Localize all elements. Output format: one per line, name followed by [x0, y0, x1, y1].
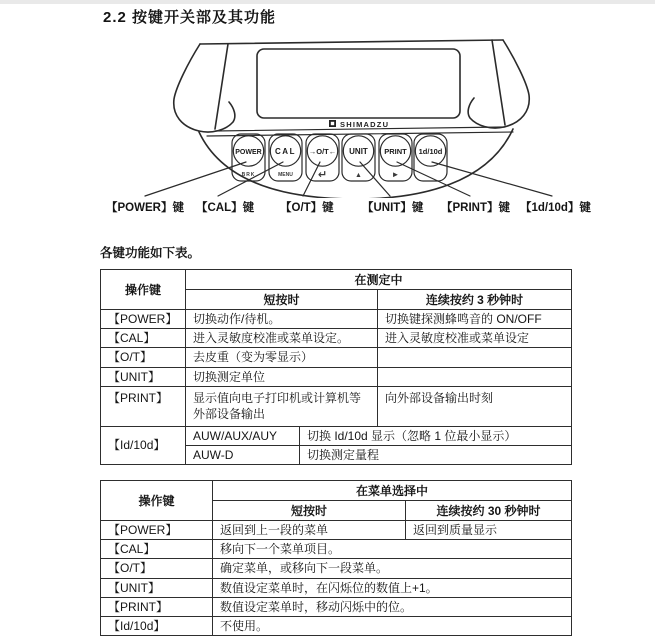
n-header-short: 短按时: [213, 501, 406, 521]
key-tare: [306, 134, 339, 181]
brand-label: SHIMADZU: [340, 120, 390, 129]
m-row-print-long: 向外部设备输出时刻: [378, 386, 572, 426]
caption-1d10d-key: 【1d/10d】键: [520, 202, 591, 214]
n-row-unit-desc: 数值设定菜单时，在闪烁位的数值上+1。: [213, 578, 572, 597]
key-unit-up-icon: ▲: [355, 172, 362, 179]
key-print-right-icon: ►: [391, 170, 400, 179]
key-cal-face: CAL: [275, 147, 296, 156]
intro-text: 各键功能如下表。: [100, 246, 201, 260]
m-header-mode: 在测定中: [186, 270, 572, 290]
n-row-cal-key: 【CAL】: [101, 540, 213, 559]
m-row-power-key: 【POWER】: [101, 310, 186, 329]
n-row-power-key: 【POWER】: [101, 521, 213, 540]
page-top-edge: [0, 0, 655, 4]
table-row: [101, 310, 572, 329]
m-row-print-short: 显示值向电子打印机或计算机等外部设备输出: [186, 386, 378, 426]
caption-print-key: 【PRINT】键: [441, 202, 510, 214]
balance-panel-drawing: [100, 35, 570, 198]
caption-tare-key: 【O/T】键: [280, 202, 334, 214]
key-1d10d-face: 1d/10d: [418, 147, 443, 156]
n-row-power-long: 返回到质量显示: [406, 521, 572, 540]
table-row: [101, 386, 572, 426]
key-power-face: POWER: [235, 149, 262, 156]
housing-right-edge: [492, 40, 505, 125]
n-row-unit-key: 【UNIT】: [101, 578, 213, 597]
table-row: [101, 367, 572, 386]
m-row-cal-short: 进入灵敏度校准或菜单设定。: [186, 329, 378, 348]
section-title: 2.2 按键开关部及其功能: [103, 9, 277, 26]
table-row: [101, 521, 572, 540]
m-row-1d10d-key: 【Id/10d】: [101, 426, 186, 464]
table-row: [101, 540, 572, 559]
m-row-unit-key: 【UNIT】: [101, 367, 186, 386]
m-header-long: 连续按约 3 秒钟时: [378, 290, 572, 310]
m-row-unit-short: 切换测定单位: [186, 367, 378, 386]
table-row: [101, 559, 572, 578]
n-row-print-desc: 数值设定菜单时，移动闪烁中的位。: [213, 597, 572, 616]
measuring-functions-table: [100, 269, 572, 465]
m-row-power-short: 切换动作/待机。: [186, 310, 378, 329]
key-1d10d: [414, 134, 447, 181]
caption-unit-key: 【UNIT】键: [362, 202, 424, 214]
m-row-power-long: 切换键探测蜂鸣音的 ON/OFF: [378, 310, 572, 329]
menu-functions-table: [100, 480, 572, 636]
table-row: [101, 616, 572, 635]
key-power-sub: BRK: [241, 172, 256, 178]
callout-line-power: [145, 162, 246, 196]
n-header-long: 连续按约 30 秒钟时: [406, 501, 572, 521]
shimadzu-logo: [329, 120, 389, 129]
m-row-1d10d-model-a: AUW/AUX/AUY: [186, 426, 300, 445]
key-tare-enter-icon: ↵: [317, 169, 328, 181]
caption-cal-key: 【CAL】键: [196, 202, 255, 214]
n-row-power-short: 返回到上一段的菜单: [213, 521, 406, 540]
housing-top-edge: [200, 40, 503, 44]
m-row-1d10d-desc-a: 切换 Id/10d 显示（忽略 1 位最小显示）: [300, 426, 572, 445]
n-row-tare-desc: 确定菜单，或移向下一段菜单。: [213, 559, 572, 578]
table-row: [101, 426, 572, 445]
shimadzu-logo-icon-inner: [331, 122, 334, 125]
m-row-cal-long: 进入灵敏度校准或菜单设定: [378, 329, 572, 348]
key-tare-face: →O/T←: [308, 147, 337, 156]
m-row-1d10d-model-b: AUW-D: [186, 445, 300, 464]
n-row-print-key: 【PRINT】: [101, 597, 213, 616]
table-row: [101, 329, 572, 348]
balance-panel-diagram: [100, 35, 570, 198]
n-row-tare-key: 【O/T】: [101, 559, 213, 578]
callout-line-1d10d: [432, 162, 552, 196]
key-captions: [0, 199, 655, 215]
m-row-tare-short: 去皮重（变为零显示）: [186, 348, 378, 367]
key-print: [379, 134, 412, 181]
m-row-print-key: 【PRINT】: [101, 386, 186, 426]
table-row: [101, 597, 572, 616]
n-row-cal-desc: 移向下一个菜单项目。: [213, 540, 572, 559]
m-header-short: 短按时: [186, 290, 378, 310]
table-row: [101, 348, 572, 367]
display-window: [257, 49, 460, 118]
key-cal: [269, 134, 302, 181]
housing-left-edge: [215, 44, 228, 129]
table-row: [101, 578, 572, 597]
n-header-key: 操作键: [101, 481, 213, 521]
housing-bottom-edge: [199, 129, 513, 198]
n-row-1d10d-key: 【Id/10d】: [101, 616, 213, 635]
key-cal-sub: MENU: [278, 172, 293, 178]
m-row-tare-key: 【O/T】: [101, 348, 186, 367]
key-print-face: PRINT: [384, 147, 407, 156]
n-row-1d10d-desc: 不使用。: [213, 616, 572, 635]
m-header-key: 操作键: [101, 270, 186, 310]
key-unit-face: UNIT: [349, 147, 368, 156]
caption-power-key: 【POWER】键: [106, 202, 184, 214]
m-row-unit-long: [378, 367, 572, 386]
m-row-1d10d-desc-b: 切换测定量程: [300, 445, 572, 464]
m-row-tare-long: [378, 348, 572, 367]
m-row-cal-key: 【CAL】: [101, 329, 186, 348]
n-header-mode: 在菜单选择中: [213, 481, 572, 501]
